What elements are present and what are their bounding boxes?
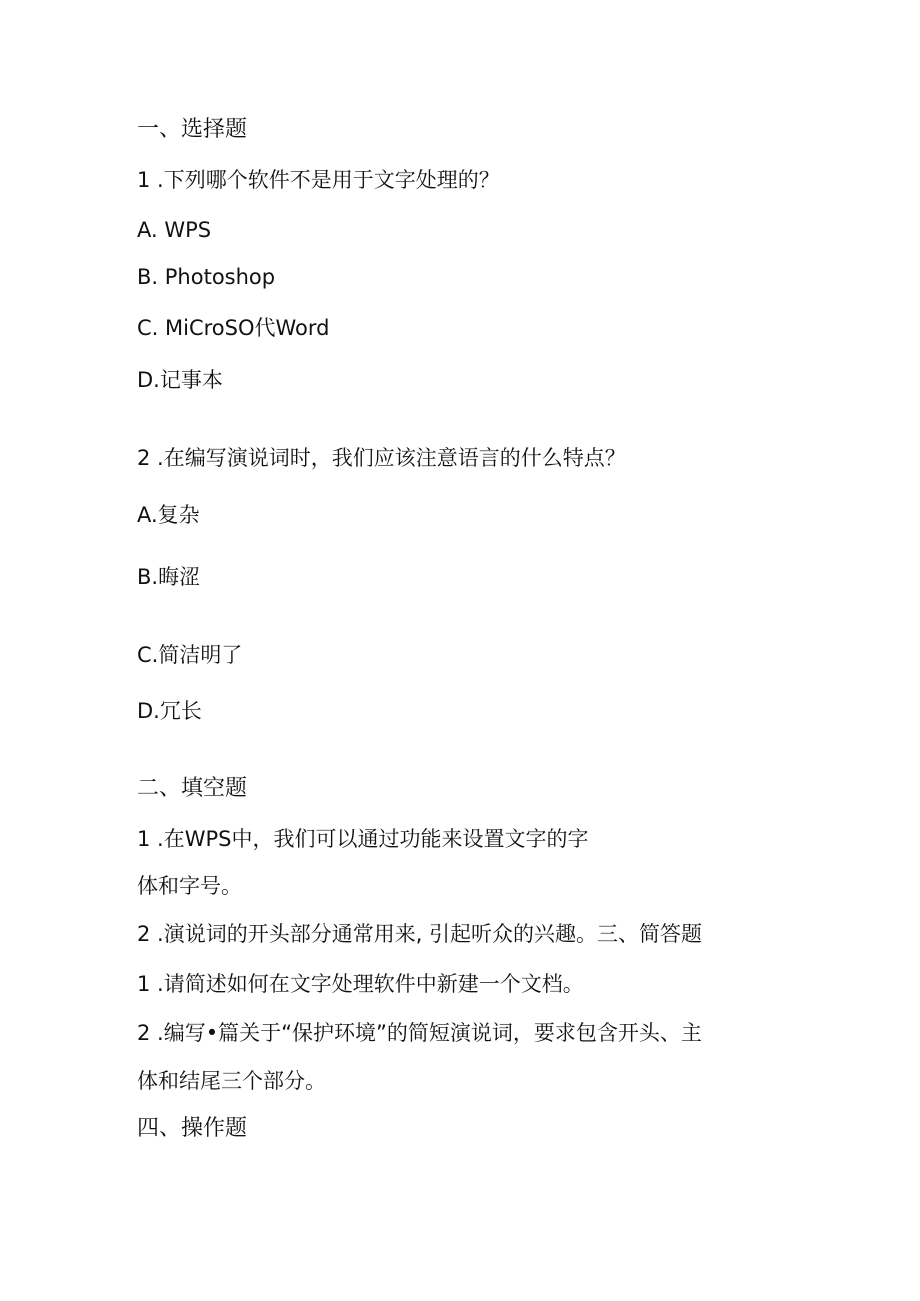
- fill-question-2-line: 2 .演说词的开头部分通常用来, 引起听众的兴趣。三、简答题: [137, 922, 703, 946]
- section-title-operation: 四、操作题: [137, 1116, 248, 1141]
- q2-option-b: B.晦涩: [137, 565, 201, 589]
- section-title-choice: 一、选择题: [137, 117, 248, 142]
- section-title-fill-blank: 二、填空题: [137, 776, 248, 801]
- q1-option-c: C. MiCroSO代Word: [137, 316, 330, 340]
- q1-option-b: B. Photoshop: [137, 265, 276, 289]
- q2-option-c: C.简洁明了: [137, 643, 243, 667]
- q2-option-d: D.冗长: [137, 699, 202, 723]
- q1-option-d: D.记事本: [137, 368, 223, 392]
- q2-option-a: A.复杂: [137, 503, 200, 527]
- q1-option-a: A. WPS: [137, 218, 212, 242]
- fill-question-1-line-2: 体和字号。: [137, 874, 242, 898]
- question-2-text: 2 .在编写演说词时，我们应该注意语言的什么特点？: [137, 446, 626, 470]
- short-answer-question-1: 1 .请简述如何在文字处理软件中新建一个文档。: [137, 972, 584, 996]
- fill-question-1-line-1: 1 .在WPS中，我们可以通过功能来设置文字的字: [137, 827, 589, 851]
- question-1-text: 1 .下列哪个软件不是用于文字处理的？: [137, 168, 500, 192]
- short-answer-question-2-line-1: 2 .编写•篇关于“保护环境”的简短演说词，要求包含开头、主: [137, 1021, 702, 1045]
- short-answer-question-2-line-2: 体和结尾三个部分。: [137, 1069, 326, 1093]
